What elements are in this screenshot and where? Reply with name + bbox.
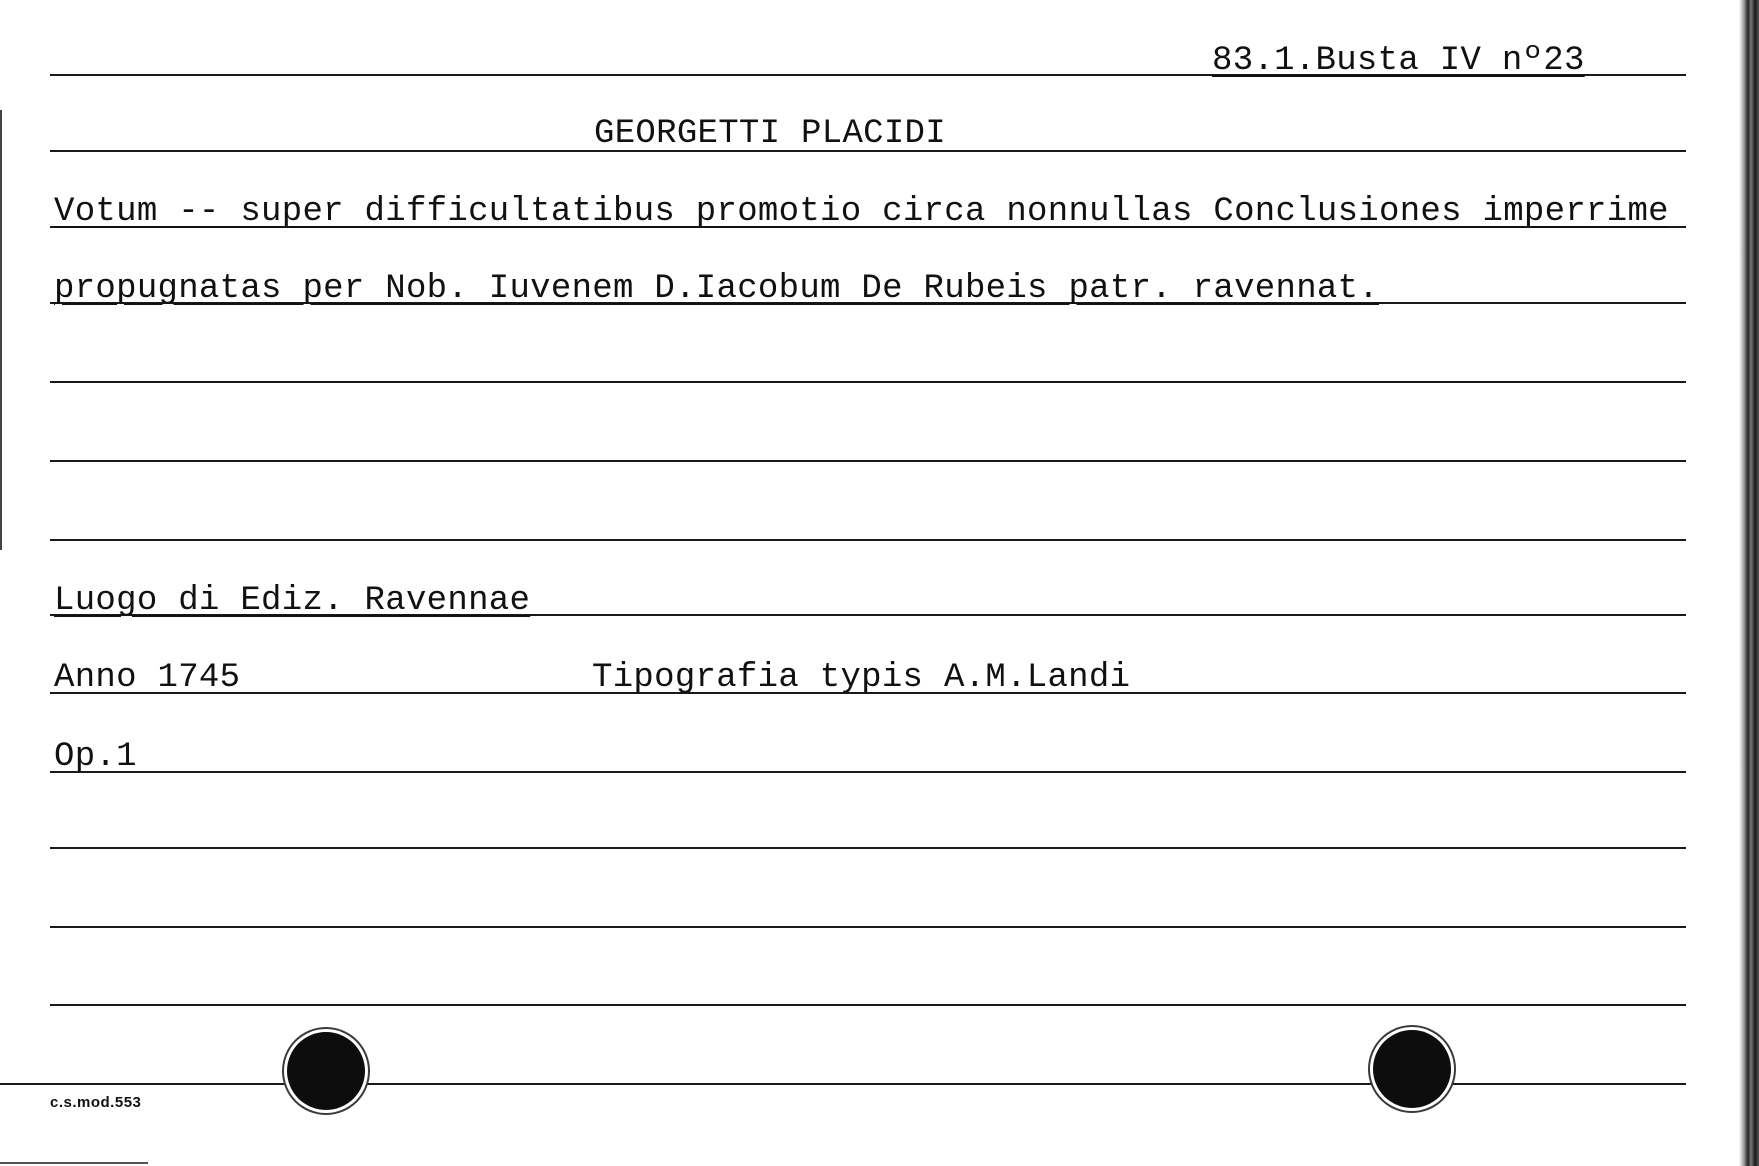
title-line-2: propugnatas per Nob. Iuvenem D.Iacobum De Rubeis patr. ravennat. <box>54 270 1380 308</box>
scan-edge-right <box>1739 0 1759 1166</box>
rule-line <box>50 1004 1686 1006</box>
printer: Tipografia typis A.M.Landi <box>592 659 1131 697</box>
reference-number: 83.1.Busta IV nº23 <box>1212 42 1585 80</box>
rule-line <box>50 381 1686 383</box>
place-of-publication: Luogo di Ediz. Ravennae <box>54 582 531 620</box>
rule-line <box>50 926 1686 928</box>
rule-line <box>50 460 1686 462</box>
opus-number: Op.1 <box>54 738 137 776</box>
scan-edge-left <box>0 110 2 550</box>
title-line-1: Votum -- super difficultatibus promotio circa nonnullas Conclusiones imperrime <box>54 193 1669 231</box>
form-code: c.s.mod.553 <box>50 1094 142 1111</box>
author-heading: GEORGETTI PLACIDI <box>594 115 946 153</box>
punch-hole-right <box>1373 1030 1451 1108</box>
punch-hole-left <box>287 1032 365 1110</box>
publication-year: Anno 1745 <box>54 659 241 697</box>
scan-edge-bottom <box>0 1162 148 1164</box>
rule-line <box>50 847 1686 849</box>
rule-line <box>50 539 1686 541</box>
rule-line <box>50 771 1686 773</box>
